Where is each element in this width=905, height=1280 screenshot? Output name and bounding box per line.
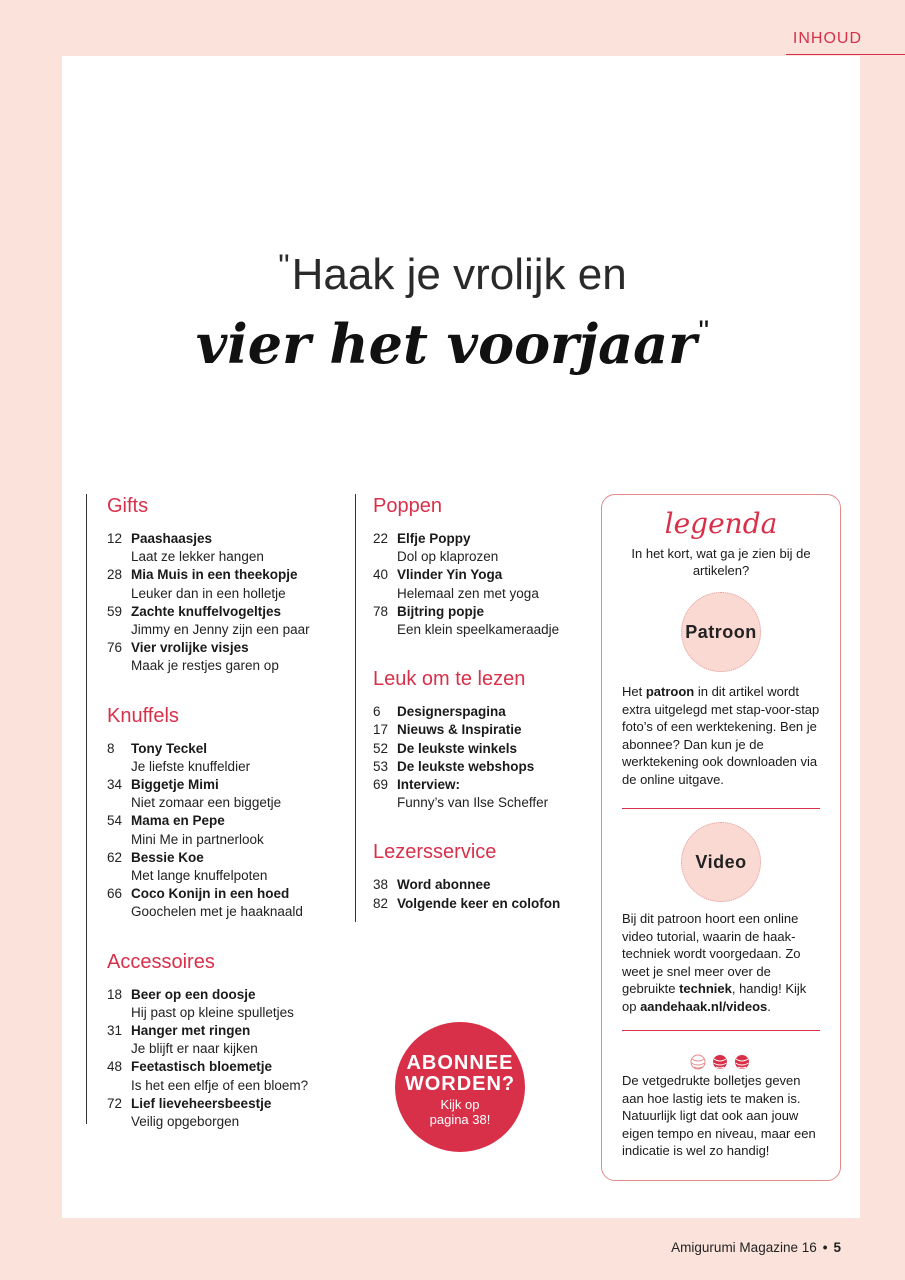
entry-subtitle: Is het een elfje of een bloem? (131, 1077, 309, 1093)
toc-entry[interactable] (107, 812, 357, 848)
entry-title: Mia Muis in een theekopje (131, 567, 298, 583)
entry-title: Nieuws & Inspiratie (397, 722, 522, 738)
yarn-ball-icon-bold (713, 1055, 727, 1069)
page-number: 12 (107, 531, 123, 546)
section-label: INHOUD (792, 30, 862, 47)
entry-title: Vlinder Yin Yoga (397, 567, 503, 583)
toc-entry[interactable] (373, 566, 598, 602)
patroon-label: Patroon (685, 621, 757, 642)
toc-entry[interactable] (107, 566, 357, 602)
entry-title: De leukste webshops (397, 758, 535, 774)
entry-subtitle: Laat ze lekker hangen (131, 549, 264, 565)
toc-entry[interactable] (107, 530, 357, 566)
page-number: 62 (107, 849, 123, 865)
video-description: Bij dit patroon hoort een online video tutorial, waarin de haak-techniek wordt voorgedaan. Zo weet je snel meer over de gebruikte techniek, handig! Kijk op aandehaak.nl/videos. (622, 911, 807, 1014)
entry-subtitle: Hij past op kleine spulletjes (131, 1004, 294, 1020)
toc-section (107, 494, 357, 676)
toc-column-2 (355, 494, 598, 922)
video-badge (681, 822, 761, 902)
toc-section (373, 840, 598, 912)
toc-entry[interactable] (373, 721, 598, 739)
toc-entry[interactable] (373, 895, 598, 913)
entry-title: Designerspagina (397, 704, 506, 720)
page-number: 6 (373, 704, 381, 720)
legend-divider (622, 808, 820, 809)
page-number-footer: 5 (833, 1240, 841, 1255)
quote-text-1: Haak je vrolijk en (291, 250, 627, 299)
page-number: 31 (107, 1023, 123, 1039)
entry-subtitle: Maak je restjes garen op (131, 658, 279, 674)
entry-title: Biggetje Mimi (131, 777, 219, 793)
toc-entry[interactable] (373, 758, 598, 776)
entry-title: Bijtring popje (397, 603, 484, 619)
entry-subtitle: Dol op klaprozen (397, 549, 499, 565)
page-number: 18 (107, 986, 123, 1002)
toc-entry[interactable] (373, 876, 598, 894)
section-title: Knuffels (107, 704, 179, 727)
toc-entry[interactable] (373, 603, 598, 639)
entry-subtitle: Helemaal zen met yoga (397, 585, 539, 601)
legend-intro: In het kort, wat ga je zien bij de artikelen? (631, 546, 811, 578)
patroon-description: Het patroon in dit artikel wordt extra uitgelegd met stap-voor-stap foto’s of een werktekening. Ben je abonnee? Dan kun je de werktekening ook downloaden via de online uitgave. (622, 684, 820, 787)
quote-line-2 (0, 312, 905, 376)
toc-entry[interactable] (107, 1058, 357, 1094)
entry-title: Hanger met ringen (131, 1023, 251, 1039)
page-number: 78 (373, 603, 389, 619)
entry-subtitle: Funny’s van Ilse Scheffer (397, 795, 549, 811)
page-number: 34 (107, 777, 123, 793)
entry-title: Vier vrolijke visjes (131, 640, 249, 656)
patroon-badge (681, 592, 761, 672)
badge-line-1: ABONNEE (406, 1052, 514, 1074)
difficulty-balls (602, 1054, 840, 1070)
subscribe-badge[interactable] (395, 1022, 525, 1152)
entry-subtitle: Leuker dan in een holletje (131, 585, 286, 601)
page-number: 82 (373, 895, 389, 911)
toc-entry[interactable] (107, 1095, 357, 1131)
toc-section (373, 667, 598, 812)
toc-entry[interactable] (107, 603, 357, 639)
entry-title: Elfje Poppy (397, 531, 471, 546)
page-number: 54 (107, 813, 123, 829)
magazine-name: Amigurumi Magazine 16 (671, 1240, 817, 1255)
toc-section (373, 494, 598, 639)
yarn-ball-icon-light (691, 1055, 705, 1069)
page-number: 17 (373, 722, 389, 738)
page-number: 40 (373, 567, 389, 583)
toc-entry[interactable] (373, 776, 598, 812)
page-number: 8 (107, 740, 115, 756)
entry-subtitle: Jimmy en Jenny zijn een paar (131, 622, 310, 638)
page-footer (671, 1240, 841, 1255)
page-number: 66 (107, 886, 123, 902)
toc-section (107, 704, 357, 922)
entry-title: Feetastisch bloemetje (131, 1059, 273, 1075)
section-title: Lezersservice (373, 841, 497, 864)
section-title: Leuk om te lezen (373, 668, 526, 691)
toc-entry[interactable] (373, 530, 598, 566)
page-number: 53 (373, 758, 389, 774)
page-number: 48 (107, 1059, 123, 1075)
footer-separator: • (822, 1240, 828, 1255)
entry-title: Bessie Koe (131, 849, 204, 865)
open-quote-mark: " (278, 248, 290, 284)
difficulty-description: De vetgedrukte bolletjes geven aan hoe lastig iets te maken is. Natuurlijk ligt dat ook aan jouw eigen tempo en niveau, maar een indicatie is wel zo handig! (622, 1073, 816, 1158)
entry-title: Paashaasjes (131, 531, 213, 546)
entry-title: Beer op een doosje (131, 986, 256, 1002)
page-number: 38 (373, 877, 389, 893)
yarn-ball-icons (689, 1054, 753, 1070)
video-link[interactable]: aandehaak.nl/videos (640, 998, 768, 1014)
entry-subtitle: Een klein speelkameraadje (397, 622, 560, 638)
entry-subtitle: Goochelen met je haaknaald (131, 904, 303, 920)
toc-entry[interactable] (373, 703, 598, 721)
page-number: 59 (107, 603, 123, 619)
toc-section (107, 950, 357, 1132)
entry-title: Lief lieveheersbeestje (131, 1095, 272, 1111)
toc-entry[interactable] (107, 986, 357, 1022)
page-number: 72 (107, 1095, 123, 1111)
entry-subtitle: Mini Me in partnerlook (131, 831, 264, 847)
close-quote-mark: " (698, 315, 710, 348)
entry-title: Interview: (397, 777, 461, 793)
entry-title: De leukste winkels (397, 740, 518, 756)
entry-subtitle: Niet zomaar een biggetje (131, 795, 282, 811)
section-title: Gifts (107, 495, 149, 517)
page-number: 28 (107, 567, 123, 583)
section-title: Accessoires (107, 950, 215, 973)
entry-subtitle: Je blijft er naar kijken (131, 1041, 258, 1057)
badge-line-2: WORDEN? (404, 1073, 516, 1095)
section-title: Poppen (373, 495, 442, 517)
entry-title: Tony Teckel (131, 740, 208, 756)
legend-divider (622, 1030, 820, 1031)
entry-subtitle: Veilig opgeborgen (131, 1114, 240, 1130)
toc-entry[interactable] (107, 885, 357, 921)
entry-title: Word abonnee (397, 877, 491, 893)
quote-text-2: vier het voorjaar (195, 312, 697, 376)
toc-column-1 (86, 494, 357, 1130)
quote-line-1 (0, 248, 905, 300)
page-number: 22 (373, 531, 389, 546)
yarn-ball-icon-bold (735, 1055, 749, 1069)
toc-entry[interactable] (373, 740, 598, 758)
page-number: 76 (107, 640, 123, 656)
entry-title: Coco Konijn in een hoed (131, 886, 290, 902)
badge-line-4: pagina 38! (429, 1112, 491, 1127)
entry-subtitle: Je liefste knuffeldier (131, 758, 251, 774)
toc-entry[interactable] (107, 776, 357, 812)
badge-line-3: Kijk op (440, 1097, 480, 1112)
video-label: Video (695, 851, 747, 872)
toc-entry[interactable] (107, 849, 357, 885)
toc-entry[interactable] (107, 1022, 357, 1058)
entry-title: Volgende keer en colofon (397, 895, 561, 911)
page-number: 52 (373, 740, 389, 756)
entry-title: Mama en Pepe (131, 813, 225, 829)
page-number: 69 (373, 777, 389, 793)
toc-entry[interactable] (107, 740, 357, 776)
legend-box (601, 494, 841, 1181)
header-rule (786, 54, 905, 55)
entry-title: Zachte knuffelvogeltjes (131, 603, 282, 619)
legend-title: legenda (664, 507, 778, 540)
entry-subtitle: Met lange knuffelpoten (131, 868, 268, 884)
toc-entry[interactable] (107, 639, 357, 675)
